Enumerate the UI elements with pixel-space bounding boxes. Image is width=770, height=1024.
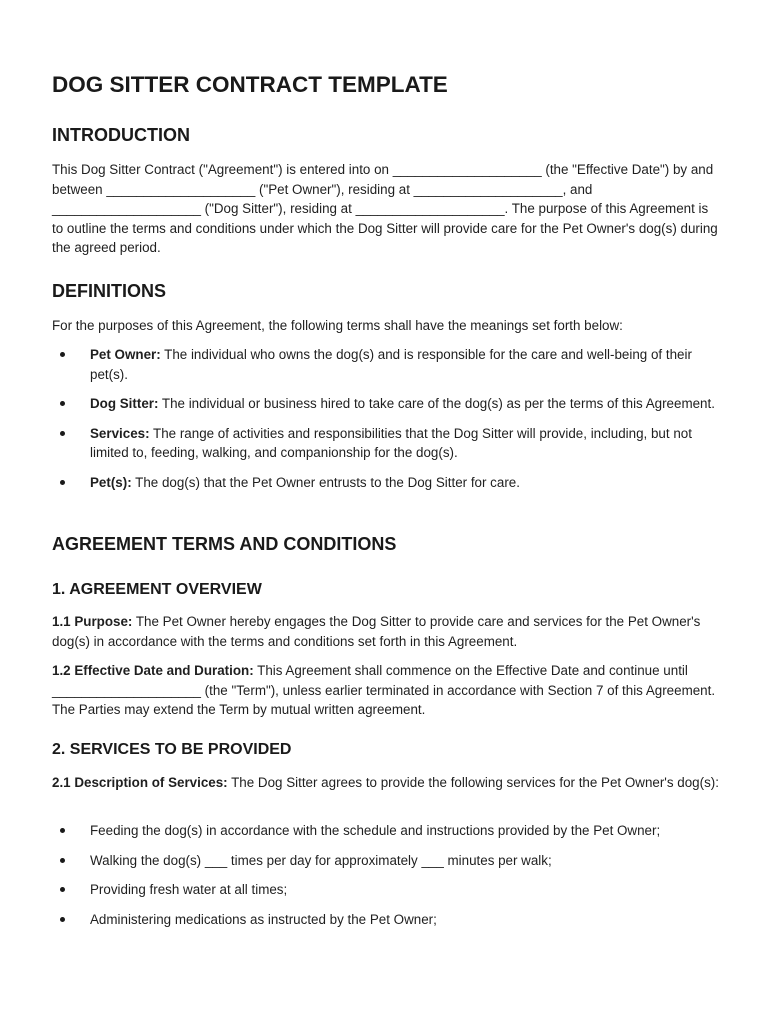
list-item <box>52 394 720 414</box>
list-item <box>52 880 720 900</box>
clause-text: The Dog Sitter agrees to provide the following services for the Pet Owner's dog(s): <box>227 775 719 790</box>
list-item <box>52 473 720 493</box>
service-text: Providing fresh water at all times; <box>90 882 288 898</box>
section-1-2-paragraph <box>52 661 720 720</box>
definitions-list <box>52 345 720 493</box>
section-2-heading: 2. SERVICES TO BE PROVIDED <box>52 741 292 758</box>
bullet-icon <box>60 352 65 357</box>
clause-label: 1.1 Purpose: <box>52 614 133 629</box>
definition-term: Dog Sitter: <box>90 396 159 412</box>
bullet-icon <box>60 401 65 406</box>
bullet-icon <box>60 480 65 485</box>
definition-text: The dog(s) that the Pet Owner entrusts to the Dog Sitter for care. <box>131 474 520 490</box>
section-1-heading: 1. AGREEMENT OVERVIEW <box>52 581 262 598</box>
list-item <box>52 424 720 463</box>
section-2-1-paragraph <box>52 773 720 793</box>
clause-text: The Pet Owner hereby engages the Dog Sitter to provide care and services for the Pet Owner's dog(s) in accordance with the terms and conditions set forth in this Agreement. <box>52 614 701 649</box>
service-text: Walking the dog(s) ___ times per day for approximately ___ minutes per walk; <box>90 852 552 868</box>
section-1-1-paragraph <box>52 612 720 651</box>
service-text: Feeding the dog(s) in accordance with the schedule and instructions provided by the Pet Owner; <box>90 823 661 838</box>
list-item <box>52 910 720 930</box>
definition-text: The range of activities and responsibilities that the Dog Sitter will provide, including, but not limited to, feeding, walking, and companionship for the dog(s). <box>90 425 692 461</box>
bullet-icon <box>60 431 65 436</box>
definition-term: Pet Owner: <box>90 347 161 362</box>
document-title: DOG SITTER CONTRACT TEMPLATE <box>52 72 448 97</box>
clause-label: 1.2 Effective Date and Duration: <box>52 663 254 678</box>
introduction-heading: INTRODUCTION <box>52 125 190 145</box>
definitions-intro: For the purposes of this Agreement, the following terms shall have the meanings set forth below: <box>52 318 623 333</box>
definition-text: The individual who owns the dog(s) and is responsible for the care and well-being of their pet(s). <box>90 347 692 382</box>
bullet-icon <box>60 917 65 922</box>
list-item <box>52 345 720 384</box>
definition-term: Pet(s): <box>90 474 132 490</box>
clause-label: 2.1 Description of Services: <box>52 775 228 790</box>
definition-term: Services: <box>90 425 150 441</box>
agreement-terms-heading: AGREEMENT TERMS AND CONDITIONS <box>52 534 397 554</box>
list-item <box>52 821 720 841</box>
introduction-paragraph: This Dog Sitter Contract ("Agreement") is entered into on ____________________ (the "Effective Date") by and between ____________________ ("Pet Owner"), residing at ____________________, and ____________________ ("Dog Sitter"), residing at ____________________. The purpose of this Agreement is to outline the terms and conditions under which the Dog Sitter will provide care for the Pet Owner's dog(s) during the agreed period. <box>52 162 718 256</box>
bullet-icon <box>60 887 65 892</box>
bullet-icon <box>60 858 65 863</box>
bullet-icon <box>60 828 65 833</box>
definition-text: The individual or business hired to take care of the dog(s) as per the terms of this Agreement. <box>158 396 715 412</box>
services-list <box>52 821 720 929</box>
clause-text: This Agreement shall commence on the Effective Date and continue until ____________________ (the "Term"), unless earlier terminated in accordance with Section 7 of this Agreement. The Parties may extend the Term by mutual written agreement. <box>52 663 716 718</box>
list-item <box>52 851 720 871</box>
definitions-heading: DEFINITIONS <box>52 281 167 301</box>
service-text: Administering medications as instructed by the Pet Owner; <box>90 911 437 927</box>
